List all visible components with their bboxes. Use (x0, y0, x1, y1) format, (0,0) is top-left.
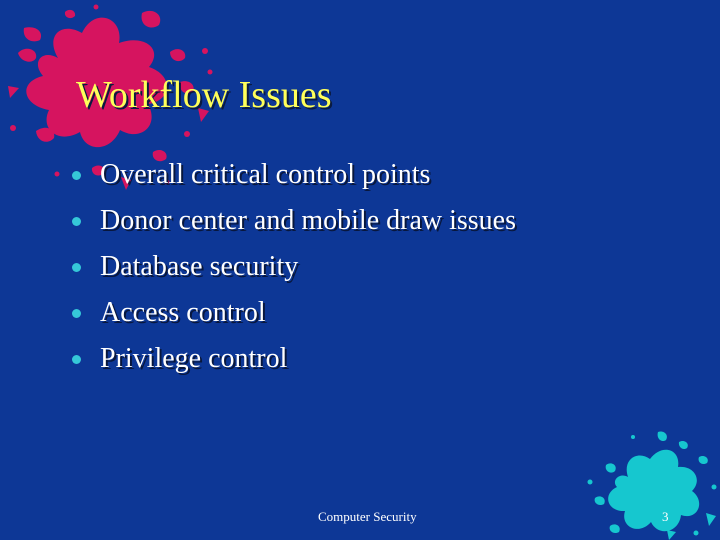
slide-title: Workflow Issues (76, 74, 332, 116)
list-item (72, 198, 516, 244)
list-item (72, 152, 516, 198)
bullet-dot-icon (72, 309, 81, 318)
bullet-dot-icon (72, 263, 81, 272)
list-item (72, 290, 516, 336)
bullet-text: Privilege control (100, 343, 288, 374)
list-item (72, 244, 516, 290)
cyan-paint-splat (580, 425, 720, 540)
bullet-text: Database security (100, 251, 299, 282)
footer-text: Computer Security (318, 509, 417, 524)
bullet-text: Access control (100, 297, 266, 328)
bullet-dot-icon (72, 355, 81, 364)
bullet-list (72, 152, 516, 382)
list-item (72, 336, 516, 382)
bullet-text: Donor center and mobile draw issues (100, 205, 516, 236)
bullet-dot-icon (72, 171, 81, 180)
page-number: 3 (662, 509, 669, 524)
bullet-text: Overall critical control points (100, 159, 431, 190)
bullet-dot-icon (72, 217, 81, 226)
